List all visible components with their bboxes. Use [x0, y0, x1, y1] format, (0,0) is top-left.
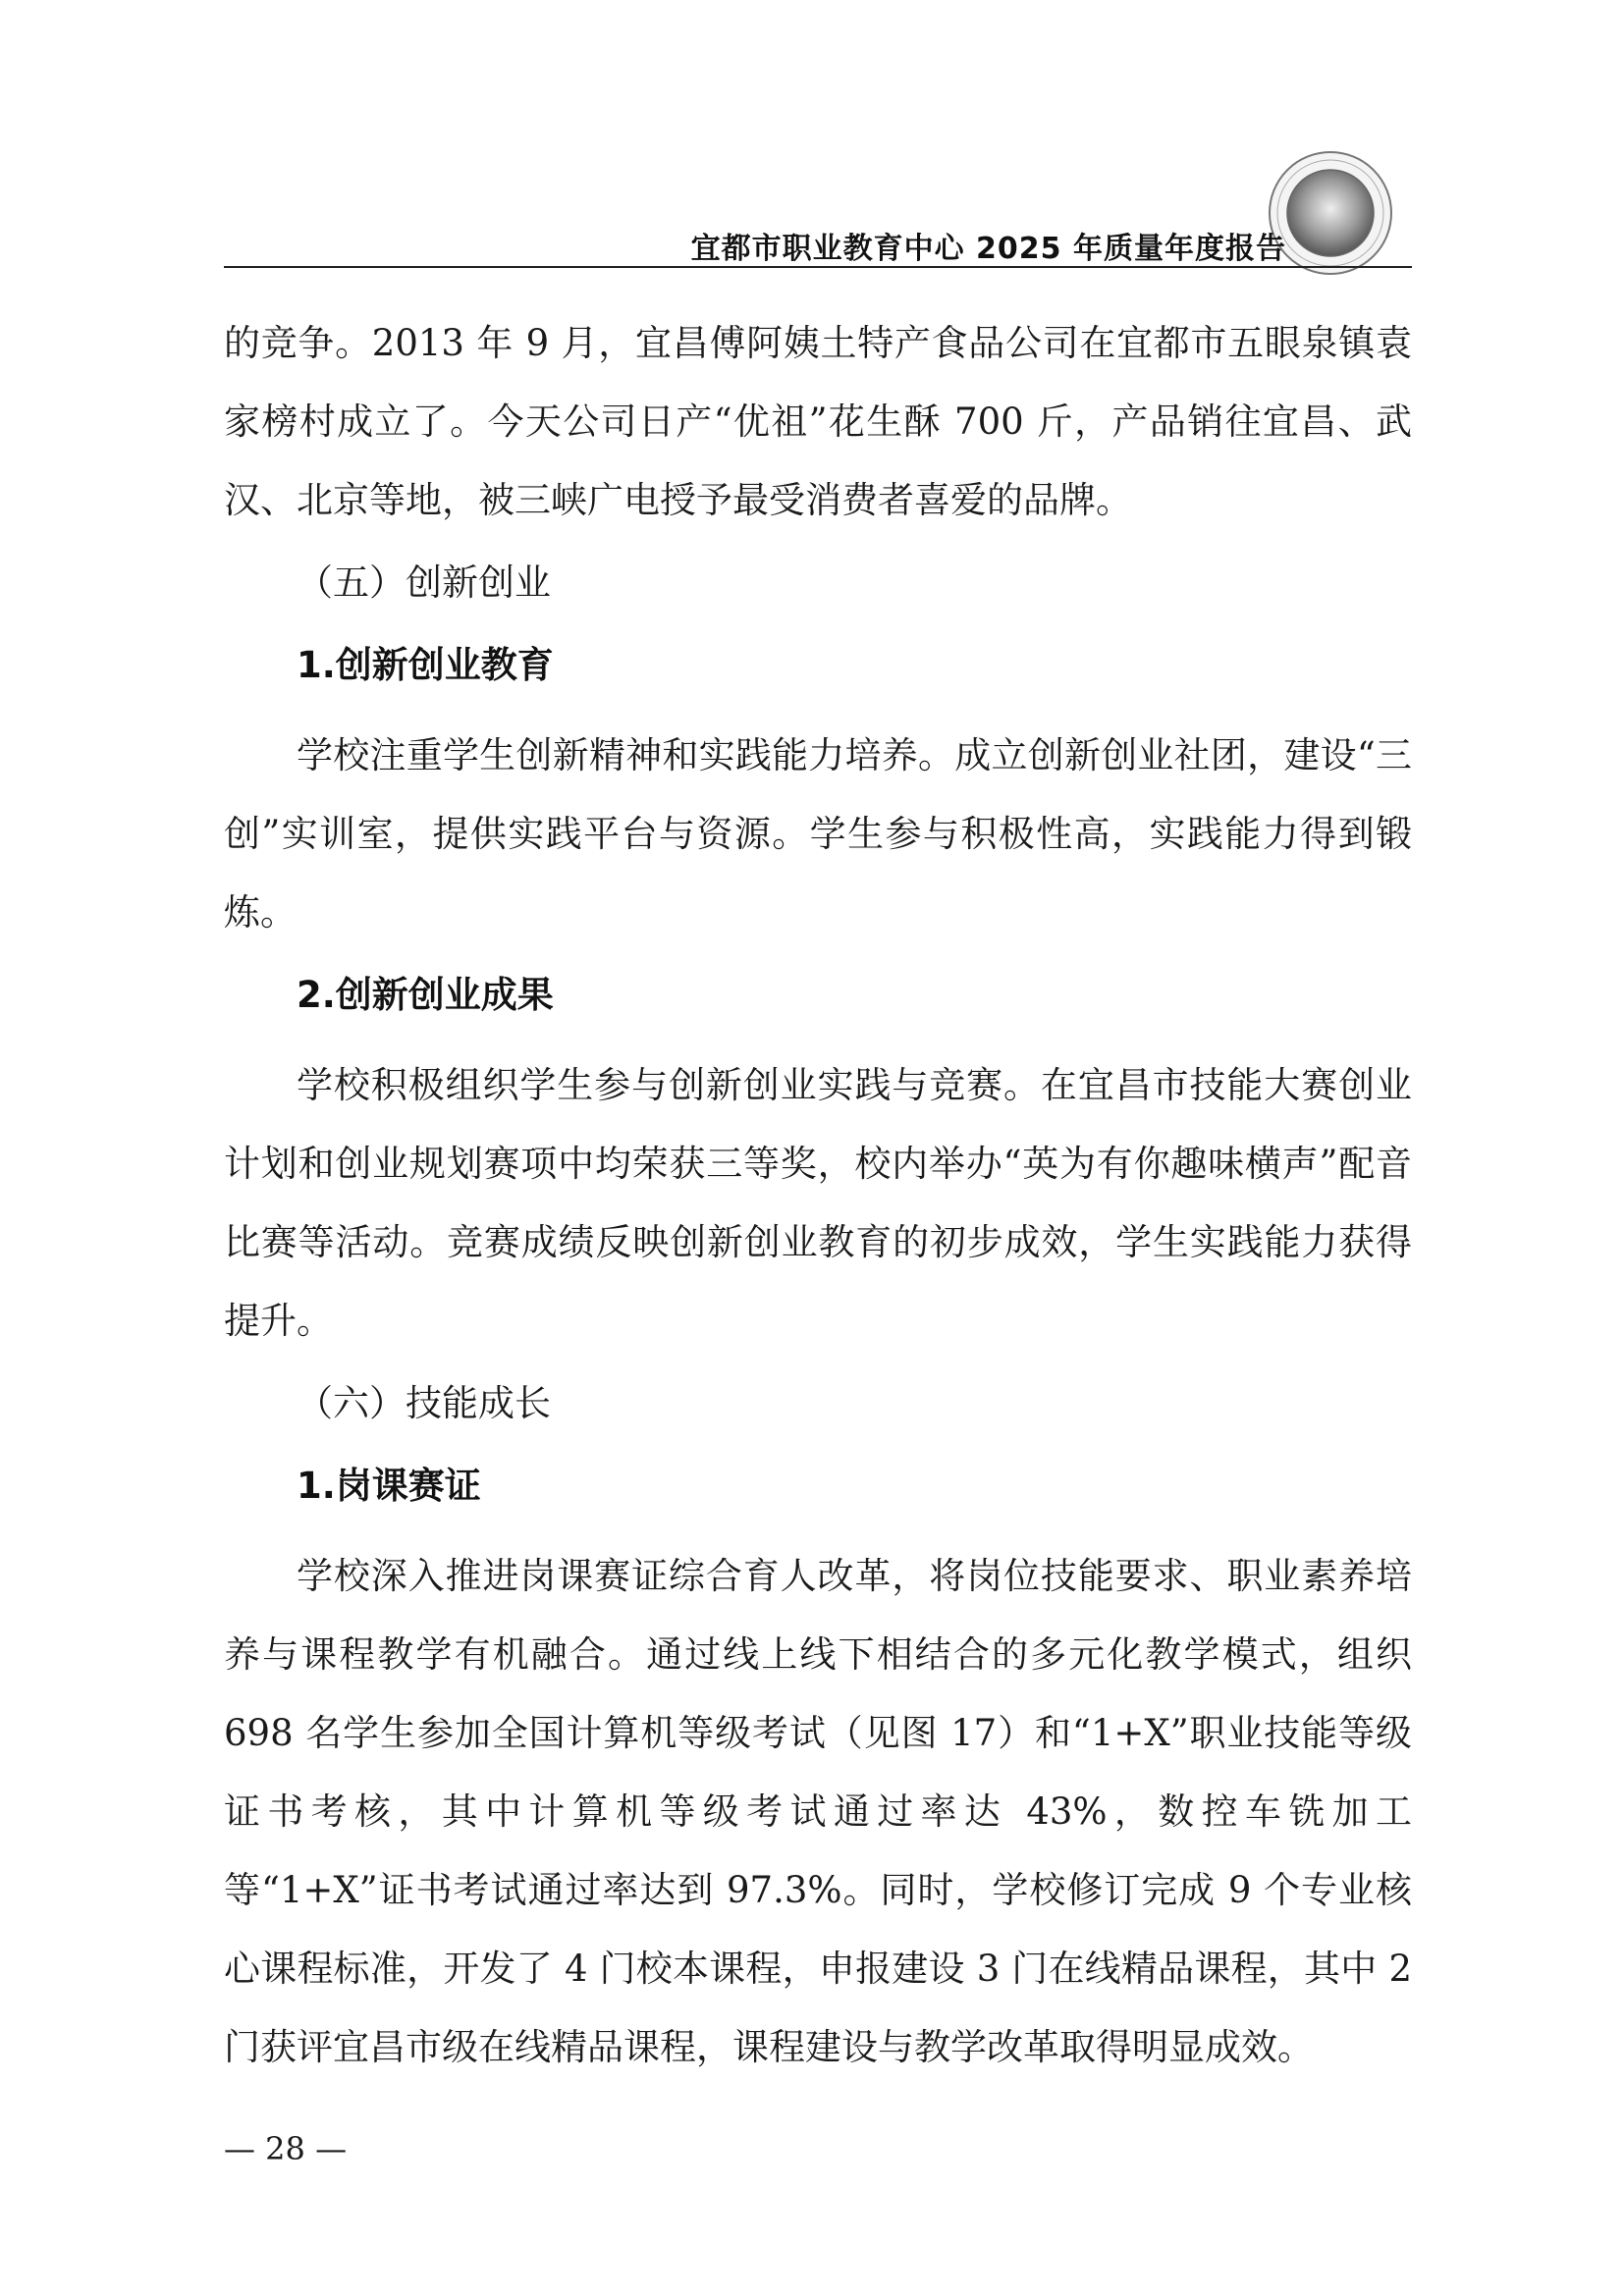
- subheading-innovation-results: 2.创新创业成果: [297, 974, 554, 1016]
- paragraph-innovation-results: 学校积极组织学生参与创新创业实践与竞赛。在宜昌市技能大赛创业计划和创业规划赛项中均荣获三等奖，校内举办“英为有你趣味横声”配音比赛等活动。竞赛成绩反映创新创业教育的初步成效，学生实践能力获得提升。: [224, 1064, 1412, 1342]
- header-title: 宜都市职业教育中心 2025 年质量年度报告: [690, 232, 1286, 266]
- paragraph-post-course-competition-certificate: 学校深入推进岗课赛证综合育人改革，将岗位技能要求、职业素养培养与课程教学有机融合。通过线上线下相结合的多元化教学模式，组织 698 名学生参加全国计算机等级考试（见图 17）和“1+X”职业技能等级证书考核，其中计算机等级考试通过率达 43%，数控车铣加工等“1+X”证书考试通过率达到 97.3%。同时，学校修订完成 9 个专业核心课程标准，开发了 4 门校本课程，申报建设 3 门在线精品课程，其中 2 门获评宜昌市级在线精品课程，课程建设与教学改革取得明显成效。: [224, 1555, 1412, 2068]
- paragraph-innovation-education: 学校注重学生创新精神和实践能力培养。成立创新创业社团，建设“三创”实训室，提供实践平台与资源。学生参与积极性高，实践能力得到锻炼。: [224, 734, 1412, 934]
- section-heading-skill-growth: （六）技能成长: [297, 1382, 551, 1424]
- paragraph-company: 的竞争。2013 年 9 月，宜昌傅阿姨土特产食品公司在宜都市五眼泉镇袁家榜村成立了。今天公司日产“优祖”花生酥 700 斤，产品销往宜昌、武汉、北京等地，被三峡广电授予最受消费者喜爱的品牌。: [224, 322, 1412, 521]
- subheading-innovation-education: 1.创新创业教育: [297, 644, 554, 686]
- page-number: — 28 —: [224, 2130, 348, 2167]
- document-body: [224, 304, 1412, 2087]
- header-divider: [224, 266, 1412, 268]
- subheading-post-course-competition-certificate: 1.岗课赛证: [297, 1465, 481, 1507]
- section-heading-innovation: （五）创新创业: [297, 561, 551, 604]
